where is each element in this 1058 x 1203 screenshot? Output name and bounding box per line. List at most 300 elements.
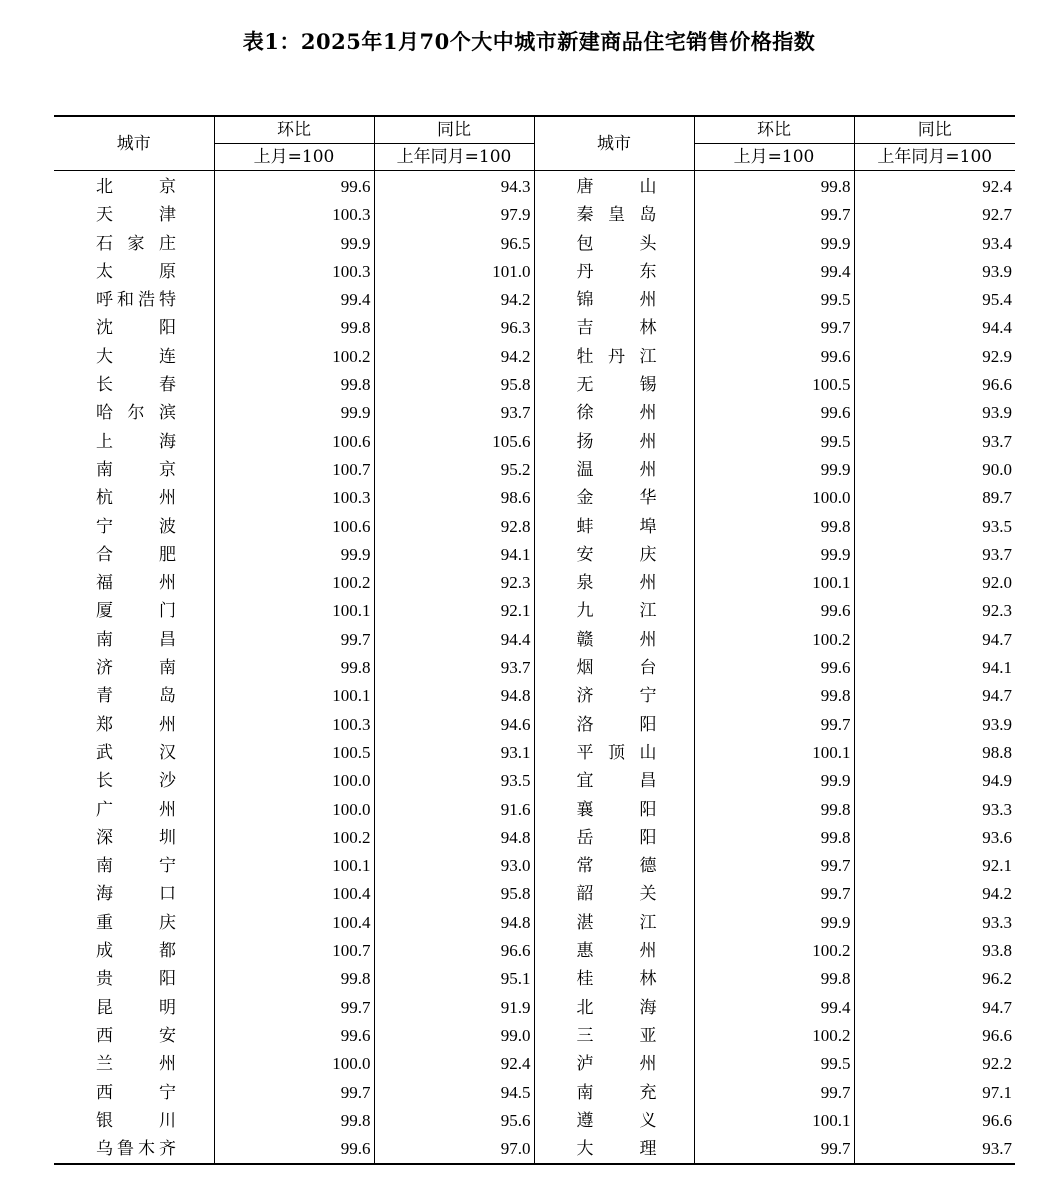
mom-cell-right: 99.8 xyxy=(694,796,854,824)
city-name: 石家庄 xyxy=(96,233,176,254)
mom-cell-right: 99.9 xyxy=(694,909,854,937)
table-body xyxy=(54,171,1015,1165)
yoy-cell-left: 92.8 xyxy=(374,513,534,541)
yoy-cell-left: 97.9 xyxy=(374,201,534,229)
mom-cell-right: 99.8 xyxy=(694,171,854,202)
yoy-cell-right: 97.1 xyxy=(854,1079,1015,1107)
yoy-cell-left: 91.9 xyxy=(374,994,534,1022)
city-cell-left xyxy=(54,569,214,597)
yoy-cell-left: 94.4 xyxy=(374,626,534,654)
mom-cell-right: 99.7 xyxy=(694,852,854,880)
yoy-cell-right: 94.9 xyxy=(854,767,1015,795)
table-row xyxy=(54,513,1015,541)
mom-cell-left: 100.0 xyxy=(214,1050,374,1078)
city-name: 扬州 xyxy=(576,431,657,452)
table-row xyxy=(54,371,1015,399)
mom-cell-left: 99.7 xyxy=(214,626,374,654)
yoy-cell-left: 105.6 xyxy=(374,428,534,456)
mom-cell-right: 99.5 xyxy=(694,286,854,314)
city-cell-right xyxy=(534,171,694,202)
yoy-cell-right: 96.6 xyxy=(854,1022,1015,1050)
mom-cell-right: 99.7 xyxy=(694,314,854,342)
city-cell-left xyxy=(54,230,214,258)
city-name: 乌鲁木齐 xyxy=(96,1139,176,1160)
city-cell-left xyxy=(54,965,214,993)
mom-cell-left: 99.9 xyxy=(214,541,374,569)
mom-cell-right: 99.5 xyxy=(694,1050,854,1078)
city-name: 昆明 xyxy=(96,997,176,1018)
mom-cell-left: 99.8 xyxy=(214,654,374,682)
city-name: 北京 xyxy=(96,177,176,197)
city-name: 徐州 xyxy=(576,403,657,424)
table-row xyxy=(54,314,1015,342)
city-name: 合肥 xyxy=(96,544,176,565)
city-cell-right xyxy=(534,880,694,908)
mom-cell-right: 100.5 xyxy=(694,371,854,399)
mom-header-right: 环比 xyxy=(694,116,854,144)
city-name: 九江 xyxy=(576,601,657,622)
city-name: 秦皇岛 xyxy=(576,205,657,226)
yoy-cell-left: 101.0 xyxy=(374,258,534,286)
table-row xyxy=(54,1022,1015,1050)
city-name: 洛阳 xyxy=(576,714,657,735)
mom-cell-right: 100.2 xyxy=(694,626,854,654)
city-name: 宜昌 xyxy=(576,771,657,792)
yoy-cell-left: 94.6 xyxy=(374,711,534,739)
city-cell-right xyxy=(534,371,694,399)
city-cell-left xyxy=(54,201,214,229)
table-row xyxy=(54,171,1015,202)
yoy-cell-right: 93.8 xyxy=(854,937,1015,965)
table-row xyxy=(54,456,1015,484)
city-name: 牡丹江 xyxy=(576,346,657,367)
city-name: 济宁 xyxy=(576,686,657,707)
city-cell-left xyxy=(54,314,214,342)
yoy-cell-right: 96.6 xyxy=(854,371,1015,399)
yoy-cell-right: 94.7 xyxy=(854,994,1015,1022)
mom-cell-left: 99.7 xyxy=(214,1079,374,1107)
mom-header-left: 环比 xyxy=(214,116,374,144)
city-cell-right xyxy=(534,909,694,937)
mom-base-right: 上月=100 xyxy=(694,144,854,171)
city-name: 哈尔滨 xyxy=(96,403,176,424)
city-name: 包头 xyxy=(576,233,657,254)
city-cell-right xyxy=(534,1022,694,1050)
mom-cell-left: 99.6 xyxy=(214,1135,374,1164)
table-row xyxy=(54,739,1015,767)
city-cell-left xyxy=(54,852,214,880)
table-row xyxy=(54,286,1015,314)
table-row xyxy=(54,852,1015,880)
yoy-cell-left: 94.2 xyxy=(374,343,534,371)
city-cell-left xyxy=(54,626,214,654)
mom-cell-right: 99.9 xyxy=(694,541,854,569)
mom-cell-right: 99.6 xyxy=(694,399,854,427)
city-name: 唐山 xyxy=(576,177,657,197)
yoy-cell-right: 94.7 xyxy=(854,682,1015,710)
yoy-cell-right: 90.0 xyxy=(854,456,1015,484)
yoy-cell-right: 93.4 xyxy=(854,230,1015,258)
city-cell-right xyxy=(534,626,694,654)
price-index-table xyxy=(54,115,1015,1165)
mom-cell-left: 100.4 xyxy=(214,880,374,908)
yoy-cell-left: 95.8 xyxy=(374,371,534,399)
yoy-cell-right: 93.3 xyxy=(854,909,1015,937)
yoy-cell-right: 92.4 xyxy=(854,171,1015,202)
city-cell-left xyxy=(54,343,214,371)
city-name: 大理 xyxy=(576,1139,657,1160)
table-row xyxy=(54,909,1015,937)
table-row xyxy=(54,230,1015,258)
city-cell-left xyxy=(54,1050,214,1078)
yoy-cell-right: 96.2 xyxy=(854,965,1015,993)
table-row xyxy=(54,428,1015,456)
yoy-cell-left: 94.1 xyxy=(374,541,534,569)
yoy-cell-right: 92.1 xyxy=(854,852,1015,880)
mom-cell-left: 100.4 xyxy=(214,909,374,937)
table-row xyxy=(54,965,1015,993)
city-name: 呼和浩特 xyxy=(96,290,176,311)
city-name: 惠州 xyxy=(576,941,657,962)
city-name: 常德 xyxy=(576,856,657,877)
yoy-cell-left: 95.6 xyxy=(374,1107,534,1135)
yoy-cell-right: 94.4 xyxy=(854,314,1015,342)
mom-cell-right: 100.1 xyxy=(694,1107,854,1135)
city-cell-right xyxy=(534,994,694,1022)
yoy-base-left: 上年同月=100 xyxy=(374,144,534,171)
mom-base-left: 上月=100 xyxy=(214,144,374,171)
city-name: 沈阳 xyxy=(96,318,176,339)
mom-cell-right: 99.7 xyxy=(694,1135,854,1164)
city-name: 海口 xyxy=(96,884,176,905)
city-name: 温州 xyxy=(576,459,657,480)
city-cell-right xyxy=(534,1079,694,1107)
city-name: 上海 xyxy=(96,431,176,452)
city-name: 桂林 xyxy=(576,969,657,990)
mom-cell-left: 99.8 xyxy=(214,371,374,399)
yoy-cell-left: 94.8 xyxy=(374,824,534,852)
city-name: 韶关 xyxy=(576,884,657,905)
city-cell-right xyxy=(534,541,694,569)
mom-cell-left: 100.1 xyxy=(214,597,374,625)
city-cell-left xyxy=(54,909,214,937)
city-cell-left xyxy=(54,767,214,795)
table-row xyxy=(54,569,1015,597)
city-name: 烟台 xyxy=(576,658,657,679)
table-row xyxy=(54,937,1015,965)
table-row xyxy=(54,201,1015,229)
table-row xyxy=(54,824,1015,852)
yoy-cell-left: 92.3 xyxy=(374,569,534,597)
yoy-cell-right: 92.9 xyxy=(854,343,1015,371)
mom-cell-right: 99.5 xyxy=(694,428,854,456)
city-cell-left xyxy=(54,286,214,314)
city-name: 平顶山 xyxy=(576,742,657,763)
mom-cell-right: 99.6 xyxy=(694,654,854,682)
city-cell-left xyxy=(54,456,214,484)
yoy-cell-left: 92.4 xyxy=(374,1050,534,1078)
table-row xyxy=(54,711,1015,739)
mom-cell-left: 99.9 xyxy=(214,230,374,258)
table-row xyxy=(54,1050,1015,1078)
mom-cell-left: 100.3 xyxy=(214,258,374,286)
mom-cell-left: 100.7 xyxy=(214,937,374,965)
city-name: 南宁 xyxy=(96,856,176,877)
mom-cell-right: 100.1 xyxy=(694,739,854,767)
city-cell-right xyxy=(534,682,694,710)
city-name: 福州 xyxy=(96,573,176,594)
city-name: 吉林 xyxy=(576,318,657,339)
yoy-cell-left: 94.8 xyxy=(374,909,534,937)
city-name: 青岛 xyxy=(96,686,176,707)
yoy-cell-left: 94.5 xyxy=(374,1079,534,1107)
city-cell-left xyxy=(54,711,214,739)
city-name: 重庆 xyxy=(96,912,176,933)
yoy-cell-left: 92.1 xyxy=(374,597,534,625)
yoy-cell-right: 93.7 xyxy=(854,541,1015,569)
mom-cell-left: 99.8 xyxy=(214,965,374,993)
yoy-cell-right: 95.4 xyxy=(854,286,1015,314)
mom-cell-left: 99.8 xyxy=(214,1107,374,1135)
city-cell-right xyxy=(534,484,694,512)
mom-cell-left: 99.4 xyxy=(214,286,374,314)
yoy-cell-right: 93.7 xyxy=(854,428,1015,456)
mom-cell-left: 100.2 xyxy=(214,569,374,597)
yoy-cell-right: 92.3 xyxy=(854,597,1015,625)
yoy-header-left: 同比 xyxy=(374,116,534,144)
city-name: 锦州 xyxy=(576,290,657,311)
table-row xyxy=(54,399,1015,427)
table-row xyxy=(54,1079,1015,1107)
yoy-header-right: 同比 xyxy=(854,116,1015,144)
city-cell-right xyxy=(534,739,694,767)
yoy-cell-left: 93.0 xyxy=(374,852,534,880)
city-name: 兰州 xyxy=(96,1054,176,1075)
city-name: 岳阳 xyxy=(576,827,657,848)
city-name: 广州 xyxy=(96,799,176,820)
city-name: 厦门 xyxy=(96,601,176,622)
mom-cell-right: 99.6 xyxy=(694,343,854,371)
city-cell-right xyxy=(534,343,694,371)
table-header xyxy=(54,116,1015,171)
city-cell-right xyxy=(534,258,694,286)
yoy-cell-left: 93.7 xyxy=(374,654,534,682)
mom-cell-left: 100.2 xyxy=(214,824,374,852)
city-name: 西宁 xyxy=(96,1082,176,1103)
city-name: 成都 xyxy=(96,941,176,962)
table-row xyxy=(54,258,1015,286)
mom-cell-right: 99.4 xyxy=(694,994,854,1022)
mom-cell-left: 100.1 xyxy=(214,852,374,880)
city-cell-right xyxy=(534,852,694,880)
yoy-cell-right: 93.7 xyxy=(854,1135,1015,1164)
mom-cell-right: 99.4 xyxy=(694,258,854,286)
table-row xyxy=(54,682,1015,710)
city-cell-left xyxy=(54,739,214,767)
city-name: 北海 xyxy=(576,997,657,1018)
yoy-cell-right: 98.8 xyxy=(854,739,1015,767)
city-cell-right xyxy=(534,1050,694,1078)
yoy-cell-left: 94.2 xyxy=(374,286,534,314)
yoy-cell-right: 96.6 xyxy=(854,1107,1015,1135)
table-row xyxy=(54,994,1015,1022)
mom-cell-right: 99.8 xyxy=(694,965,854,993)
city-cell-right xyxy=(534,399,694,427)
table-row xyxy=(54,597,1015,625)
city-cell-left xyxy=(54,654,214,682)
mom-cell-left: 99.6 xyxy=(214,1022,374,1050)
yoy-cell-left: 91.6 xyxy=(374,796,534,824)
yoy-cell-right: 93.9 xyxy=(854,258,1015,286)
yoy-cell-left: 96.6 xyxy=(374,937,534,965)
mom-cell-left: 100.0 xyxy=(214,796,374,824)
city-name: 长沙 xyxy=(96,771,176,792)
city-name: 南京 xyxy=(96,459,176,480)
city-cell-left xyxy=(54,796,214,824)
mom-cell-right: 100.2 xyxy=(694,937,854,965)
table-row xyxy=(54,541,1015,569)
city-cell-left xyxy=(54,541,214,569)
city-name: 丹东 xyxy=(576,261,657,282)
city-cell-right xyxy=(534,767,694,795)
city-name: 安庆 xyxy=(576,544,657,565)
city-cell-right xyxy=(534,597,694,625)
city-name: 武汉 xyxy=(96,742,176,763)
mom-cell-right: 99.9 xyxy=(694,456,854,484)
city-name: 泉州 xyxy=(576,573,657,594)
yoy-cell-left: 95.1 xyxy=(374,965,534,993)
city-name: 湛江 xyxy=(576,912,657,933)
table-row xyxy=(54,1135,1015,1164)
city-name: 济南 xyxy=(96,658,176,679)
mom-cell-left: 99.9 xyxy=(214,399,374,427)
city-cell-left xyxy=(54,1135,214,1164)
city-name: 银川 xyxy=(96,1110,176,1131)
yoy-cell-right: 93.5 xyxy=(854,513,1015,541)
city-cell-right xyxy=(534,654,694,682)
city-cell-left xyxy=(54,258,214,286)
table-row xyxy=(54,767,1015,795)
yoy-cell-right: 93.3 xyxy=(854,796,1015,824)
city-name: 无锡 xyxy=(576,375,657,396)
city-name: 郑州 xyxy=(96,714,176,735)
city-cell-left xyxy=(54,994,214,1022)
city-name: 宁波 xyxy=(96,516,176,537)
city-name: 南充 xyxy=(576,1082,657,1103)
yoy-cell-left: 96.5 xyxy=(374,230,534,258)
city-name: 大连 xyxy=(96,346,176,367)
city-cell-right xyxy=(534,965,694,993)
city-name: 天津 xyxy=(96,205,176,226)
table-row xyxy=(54,484,1015,512)
city-cell-left xyxy=(54,513,214,541)
city-header-left: 城市 xyxy=(54,116,214,171)
city-cell-right xyxy=(534,1135,694,1164)
mom-cell-left: 100.0 xyxy=(214,767,374,795)
yoy-cell-right: 94.1 xyxy=(854,654,1015,682)
city-name: 太原 xyxy=(96,261,176,282)
mom-cell-left: 100.6 xyxy=(214,513,374,541)
city-cell-right xyxy=(534,711,694,739)
city-name: 金华 xyxy=(576,488,657,509)
city-name: 南昌 xyxy=(96,629,176,650)
mom-cell-right: 99.7 xyxy=(694,201,854,229)
table-row xyxy=(54,1107,1015,1135)
city-cell-left xyxy=(54,937,214,965)
city-cell-right xyxy=(534,456,694,484)
yoy-cell-right: 93.9 xyxy=(854,711,1015,739)
mom-cell-right: 99.6 xyxy=(694,597,854,625)
table-row xyxy=(54,626,1015,654)
yoy-cell-right: 94.2 xyxy=(854,880,1015,908)
mom-cell-right: 100.0 xyxy=(694,484,854,512)
mom-cell-left: 99.7 xyxy=(214,994,374,1022)
city-cell-left xyxy=(54,682,214,710)
table-row xyxy=(54,796,1015,824)
yoy-cell-left: 95.8 xyxy=(374,880,534,908)
table-row xyxy=(54,343,1015,371)
mom-cell-left: 99.6 xyxy=(214,171,374,202)
mom-cell-right: 99.9 xyxy=(694,767,854,795)
yoy-cell-left: 99.0 xyxy=(374,1022,534,1050)
mom-cell-left: 100.1 xyxy=(214,682,374,710)
city-cell-left xyxy=(54,171,214,202)
yoy-cell-right: 92.2 xyxy=(854,1050,1015,1078)
table-row xyxy=(54,880,1015,908)
mom-cell-left: 99.8 xyxy=(214,314,374,342)
yoy-cell-right: 94.7 xyxy=(854,626,1015,654)
mom-cell-left: 100.3 xyxy=(214,484,374,512)
yoy-cell-right: 93.9 xyxy=(854,399,1015,427)
mom-cell-left: 100.2 xyxy=(214,343,374,371)
city-cell-left xyxy=(54,1079,214,1107)
mom-cell-right: 99.7 xyxy=(694,711,854,739)
city-cell-right xyxy=(534,796,694,824)
city-name: 蚌埠 xyxy=(576,516,657,537)
city-cell-left xyxy=(54,597,214,625)
city-cell-left xyxy=(54,824,214,852)
mom-cell-right: 100.2 xyxy=(694,1022,854,1050)
yoy-cell-left: 94.8 xyxy=(374,682,534,710)
yoy-cell-right: 93.6 xyxy=(854,824,1015,852)
yoy-cell-left: 93.7 xyxy=(374,399,534,427)
table-title: 表1：2025年1月70个大中城市新建商品住宅销售价格指数 xyxy=(242,29,816,54)
city-cell-right xyxy=(534,513,694,541)
mom-cell-right: 99.8 xyxy=(694,513,854,541)
mom-cell-left: 100.6 xyxy=(214,428,374,456)
yoy-cell-left: 93.5 xyxy=(374,767,534,795)
yoy-cell-left: 97.0 xyxy=(374,1135,534,1164)
mom-cell-left: 100.3 xyxy=(214,711,374,739)
yoy-cell-left: 98.6 xyxy=(374,484,534,512)
mom-cell-right: 99.8 xyxy=(694,682,854,710)
city-cell-left xyxy=(54,399,214,427)
city-name: 襄阳 xyxy=(576,799,657,820)
mom-cell-right: 99.7 xyxy=(694,880,854,908)
table-row xyxy=(54,654,1015,682)
city-cell-left xyxy=(54,880,214,908)
city-header-right: 城市 xyxy=(534,116,694,171)
mom-cell-right: 99.8 xyxy=(694,824,854,852)
city-name: 赣州 xyxy=(576,629,657,650)
yoy-cell-right: 89.7 xyxy=(854,484,1015,512)
city-cell-right xyxy=(534,937,694,965)
city-cell-left xyxy=(54,371,214,399)
city-cell-right xyxy=(534,824,694,852)
city-cell-right xyxy=(534,230,694,258)
yoy-base-right: 上年同月=100 xyxy=(854,144,1015,171)
city-name: 西安 xyxy=(96,1025,176,1046)
